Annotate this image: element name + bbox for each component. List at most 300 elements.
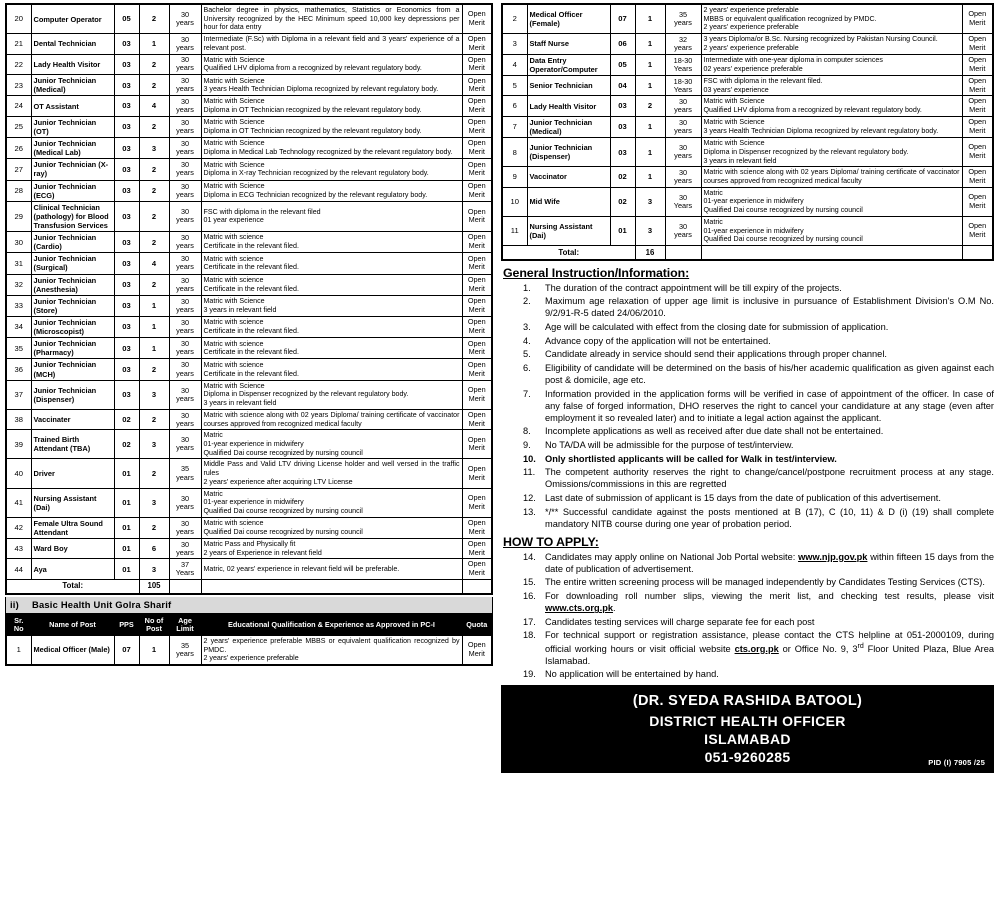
cell-no-of-post: 3 bbox=[139, 430, 169, 459]
cell-age-limit: 30 years bbox=[169, 295, 201, 316]
cell-age-limit: 30 years bbox=[169, 116, 201, 137]
cell-age-limit: 30 years bbox=[169, 96, 201, 117]
table-row bbox=[6, 559, 492, 580]
cell-no-of-post: 1 bbox=[635, 75, 665, 96]
apply-number: 15. bbox=[523, 577, 536, 588]
table-row bbox=[6, 138, 492, 159]
cell-education bbox=[201, 253, 462, 274]
table-row bbox=[6, 635, 492, 665]
education-line: Qualified Dai course recognized by nursing council bbox=[203, 527, 363, 536]
cell-post-name: Vaccinater bbox=[31, 409, 114, 430]
education-line: Matric with Science bbox=[203, 160, 265, 169]
education-line: 01-year experience in midwifery bbox=[703, 226, 804, 235]
cell-post-name: Junior Technician (Dispenser) bbox=[527, 138, 610, 167]
cell-education bbox=[701, 216, 962, 245]
education-line: Matric with Science bbox=[203, 381, 265, 390]
cell-quota: Open Merit bbox=[962, 216, 993, 245]
cell-age-limit: 30 years bbox=[169, 338, 201, 359]
cell-education bbox=[701, 187, 962, 216]
instruction-text: Last date of submission of applicant is 15 days from the date of publication of this advertisement. bbox=[545, 492, 941, 503]
cell-age-limit: 30 years bbox=[169, 54, 201, 75]
cell-pps: 07 bbox=[114, 635, 139, 665]
education-line: 3 years Health Technician Diploma recognized by relevant regulatory body. bbox=[703, 126, 939, 135]
cell-no-of-post: 6 bbox=[139, 538, 169, 559]
table-row bbox=[6, 295, 492, 316]
officer-title: DISTRICT HEALTH OFFICER bbox=[649, 712, 846, 729]
education-line: Matric with Science bbox=[203, 55, 265, 64]
apply-item bbox=[501, 629, 994, 666]
cell-no-of-post: 1 bbox=[139, 635, 169, 665]
cell-quota: Open Merit bbox=[962, 54, 993, 75]
cell-sr-no: 34 bbox=[6, 316, 31, 337]
cell-no-of-post: 3 bbox=[635, 187, 665, 216]
cell-pps: 03 bbox=[114, 253, 139, 274]
instruction-number: 12. bbox=[523, 492, 536, 503]
table-row bbox=[6, 274, 492, 295]
cell-education bbox=[201, 338, 462, 359]
education-line: Diploma in OT Technician recognized by the relevant regulatory body. bbox=[203, 126, 422, 135]
table-row bbox=[6, 338, 492, 359]
instruction-number: 9. bbox=[523, 439, 531, 450]
cell-education bbox=[201, 488, 462, 517]
cell-no-of-post: 2 bbox=[139, 232, 169, 253]
cell-age-limit: 30 years bbox=[169, 253, 201, 274]
instruction-text: Age will be calculated with effect from the closing date for submission of application. bbox=[545, 321, 889, 332]
cell-quota: Open Merit bbox=[462, 295, 492, 316]
education-line: 2 years' experience preferable bbox=[703, 43, 799, 52]
cell-quota: Open Merit bbox=[462, 75, 492, 96]
apply-text: No application will be entertained by hand. bbox=[545, 669, 719, 680]
education-line: Intermediate with one-year diploma in computer sciences bbox=[703, 56, 883, 65]
col-header-post: Name of Post bbox=[31, 614, 114, 635]
cell-education bbox=[701, 4, 962, 34]
cell-education bbox=[201, 295, 462, 316]
instruction-item bbox=[501, 348, 994, 360]
cell-pps: 03 bbox=[114, 380, 139, 409]
cell-pps: 05 bbox=[610, 54, 635, 75]
cell-education bbox=[201, 96, 462, 117]
instruction-item bbox=[501, 321, 994, 333]
apply-text: The entire written screening process will be managed independently by Candidates Testing Services (CTS). bbox=[545, 577, 985, 588]
cell-age-limit: 30 Years bbox=[665, 187, 701, 216]
instruction-number: 4. bbox=[523, 335, 531, 346]
cell-sr-no: 41 bbox=[6, 488, 31, 517]
cell-education bbox=[701, 34, 962, 55]
cell-post-name: Lady Health Visitor bbox=[31, 54, 114, 75]
cell-no-of-post: 2 bbox=[139, 201, 169, 231]
cell-post-name: Junior Technician (Microscopist) bbox=[31, 316, 114, 337]
cell-sr-no: 44 bbox=[6, 559, 31, 580]
cell-age-limit: 35 years bbox=[169, 459, 201, 488]
instruction-item bbox=[501, 362, 994, 386]
instruction-number: 11. bbox=[523, 467, 536, 478]
cell-post-name: Junior Technician (Store) bbox=[31, 295, 114, 316]
cell-pps: 02 bbox=[114, 409, 139, 430]
apply-number: 18. bbox=[523, 630, 536, 641]
education-line: Matric with science bbox=[203, 519, 264, 528]
education-line: 03 years' experience bbox=[703, 85, 769, 94]
cell-education bbox=[201, 54, 462, 75]
cell-sr-no: 9 bbox=[502, 167, 527, 188]
cell-sr-no: 10 bbox=[502, 187, 527, 216]
table-row bbox=[6, 232, 492, 253]
cell-post-name: Vaccinator bbox=[527, 167, 610, 188]
cell-quota: Open Merit bbox=[962, 187, 993, 216]
table-row bbox=[6, 409, 492, 430]
cell-sr-no: 28 bbox=[6, 180, 31, 201]
cell-no-of-post: 2 bbox=[139, 4, 169, 34]
cell-quota: Open Merit bbox=[462, 138, 492, 159]
education-line: FSC with diploma in the relevant filed. bbox=[703, 76, 823, 85]
cell-age-limit: 30 years bbox=[169, 138, 201, 159]
cell-sr-no: 29 bbox=[6, 201, 31, 231]
external-link[interactable]: www.cts.org.pk bbox=[545, 603, 614, 614]
education-line: 01-year experience in midwifery bbox=[203, 498, 304, 507]
cell-sr-no: 25 bbox=[6, 116, 31, 137]
cell-sr-no: 22 bbox=[6, 54, 31, 75]
cell-quota: Open Merit bbox=[962, 34, 993, 55]
how-to-apply-heading: HOW TO APPLY: bbox=[503, 534, 599, 549]
cell-no-of-post: 2 bbox=[139, 116, 169, 137]
education-line: Diploma in X-ray Technician recognized by the relevant regulatory body. bbox=[203, 169, 429, 178]
cell-pps: 03 bbox=[114, 338, 139, 359]
cell-quota: Open Merit bbox=[462, 180, 492, 201]
education-line: 3 years in relevant field bbox=[203, 399, 277, 408]
cell-no-of-post: 1 bbox=[635, 34, 665, 55]
cell-education bbox=[201, 159, 462, 180]
education-line: Certificate in the relevant filed. bbox=[203, 327, 299, 336]
cell-quota: Open Merit bbox=[962, 167, 993, 188]
cell-age-limit: 18-30 Years bbox=[665, 75, 701, 96]
table-row bbox=[6, 316, 492, 337]
cell-age-limit: 30 years bbox=[169, 359, 201, 380]
total-edu-cell bbox=[201, 579, 462, 593]
cell-post-name: Junior Technician (Medical) bbox=[527, 116, 610, 137]
instruction-item bbox=[501, 466, 994, 490]
cell-pps: 03 bbox=[114, 34, 139, 55]
education-line: MBBS or equivalent qualification recognized by PMDC. bbox=[703, 14, 877, 23]
cell-post-name: Ward Boy bbox=[31, 538, 114, 559]
cell-sr-no: 37 bbox=[6, 380, 31, 409]
cell-education bbox=[201, 380, 462, 409]
instruction-text: The duration of the contract appointment will be till expiry of the projects. bbox=[545, 282, 842, 293]
col-header-age: Age Limit bbox=[169, 614, 201, 635]
instruction-text: Maximum age relaxation of upper age limit is inclusive in pursuance of Establishment Division's O.M No. 9/2/91-R-5 dated 24/06/2010. bbox=[545, 296, 994, 319]
apply-text: For downloading roll number slips, viewing the merit list, and checking test results, please visit www.cts.org.pk. bbox=[545, 591, 994, 614]
cell-post-name: Junior Technician (Dispenser) bbox=[31, 380, 114, 409]
education-line: Matric with Science bbox=[203, 118, 265, 127]
table-row bbox=[6, 430, 492, 459]
education-line: Matric bbox=[703, 188, 723, 197]
cell-no-of-post: 1 bbox=[139, 34, 169, 55]
cell-no-of-post: 1 bbox=[635, 138, 665, 167]
cell-age-limit: 30 years bbox=[169, 430, 201, 459]
cell-sr-no: 30 bbox=[6, 232, 31, 253]
cell-age-limit: 30 years bbox=[665, 138, 701, 167]
instruction-item bbox=[501, 388, 994, 424]
apply-number: 14. bbox=[523, 551, 536, 562]
cell-education bbox=[201, 538, 462, 559]
cell-age-limit: 30 years bbox=[169, 274, 201, 295]
education-line: Diploma in OT Technician recognized by the relevant regulatory body. bbox=[203, 106, 422, 115]
jobs-table-left bbox=[5, 3, 493, 595]
cell-post-name: Dental Technician bbox=[31, 34, 114, 55]
table-row bbox=[6, 75, 492, 96]
table-row bbox=[6, 201, 492, 231]
cell-quota: Open Merit bbox=[462, 54, 492, 75]
cell-post-name: Medical Officer (Female) bbox=[527, 4, 610, 34]
table-row bbox=[6, 253, 492, 274]
cell-post-name: Junior Technician (Cardio) bbox=[31, 232, 114, 253]
instruction-text: Candidate already in service should send their applications through proper channel. bbox=[545, 349, 887, 360]
education-line: 3 years Health Technician Diploma recognized by relevant regulatory body. bbox=[203, 85, 439, 94]
cell-post-name: OT Assistant bbox=[31, 96, 114, 117]
external-link[interactable]: cts.org.pk bbox=[734, 643, 779, 654]
section-title-bhu-golra bbox=[5, 597, 493, 614]
cell-quota: Open Merit bbox=[462, 159, 492, 180]
cell-pps: 07 bbox=[610, 4, 635, 34]
cell-pps: 01 bbox=[114, 538, 139, 559]
cell-no-of-post: 1 bbox=[139, 338, 169, 359]
right-column bbox=[497, 0, 1000, 912]
education-line: Matric with Science bbox=[203, 181, 265, 190]
cell-post-name: Female Ultra Sound Attendant bbox=[31, 517, 114, 538]
instruction-item bbox=[501, 335, 994, 347]
apply-item bbox=[501, 576, 994, 588]
education-line: 01 year experience bbox=[203, 216, 264, 225]
cell-education bbox=[701, 54, 962, 75]
instruction-text: */** Successful candidate against the posts mentioned at B (17), C (10, 11) & D (i) (19) shall complete mandatory NITB course during one year of probation period. bbox=[545, 506, 994, 529]
cell-education bbox=[701, 75, 962, 96]
instruction-text: Eligibility of candidate will be determined on the basis of his/her academic qualification as given against each post & domicile, age etc. bbox=[545, 362, 994, 385]
instruction-number: 5. bbox=[523, 349, 531, 360]
table-row bbox=[502, 34, 993, 55]
cell-pps: 03 bbox=[114, 201, 139, 231]
cell-quota: Open Merit bbox=[462, 488, 492, 517]
cell-post-name: Junior Technician (Anesthesia) bbox=[31, 274, 114, 295]
cell-age-limit: 30 years bbox=[665, 216, 701, 245]
table-row bbox=[502, 216, 993, 245]
instruction-item bbox=[501, 295, 994, 319]
education-line: Matric with science along with 02 years Diploma/ training certificate of vaccinator courses approved from recognized medical faculty bbox=[203, 410, 460, 428]
cell-no-of-post: 2 bbox=[139, 54, 169, 75]
cell-age-limit: 35 years bbox=[665, 4, 701, 34]
cell-no-of-post: 1 bbox=[635, 4, 665, 34]
table-row bbox=[6, 54, 492, 75]
education-line: Qualified Dai course recognized by nursing council bbox=[703, 235, 863, 244]
how-to-apply-list bbox=[501, 551, 994, 681]
cell-pps: 03 bbox=[610, 138, 635, 167]
cell-no-of-post: 2 bbox=[139, 75, 169, 96]
cell-no-of-post: 2 bbox=[139, 159, 169, 180]
cell-education bbox=[201, 459, 462, 488]
officer-phone: 051-9260285 bbox=[704, 749, 791, 766]
cell-sr-no: 42 bbox=[6, 517, 31, 538]
cell-pps: 03 bbox=[114, 359, 139, 380]
cell-quota: Open Merit bbox=[462, 96, 492, 117]
cell-pps: 01 bbox=[114, 459, 139, 488]
cell-pps: 01 bbox=[610, 216, 635, 245]
instruction-text: The competent authority reserves the right to change/cancel/postpone recruitment process at any stage. Omissions/commissions in this are regretted bbox=[545, 467, 994, 490]
cell-post-name: Nursing Assistant (Dai) bbox=[31, 488, 114, 517]
cell-post-name: Aya bbox=[31, 559, 114, 580]
cell-pps: 03 bbox=[114, 232, 139, 253]
cell-post-name: Driver bbox=[31, 459, 114, 488]
table-row bbox=[502, 54, 993, 75]
left-column bbox=[0, 0, 497, 912]
section-title-text: Basic Health Unit Golra Sharif bbox=[32, 599, 172, 611]
education-line: Matric Pass and Physically fit bbox=[203, 539, 296, 548]
cell-post-name: Junior Technician (OT) bbox=[31, 116, 114, 137]
cell-no-of-post: 2 bbox=[139, 459, 169, 488]
education-line: Qualified LHV diploma from a recognized by relevant regulatory body. bbox=[703, 106, 922, 115]
instruction-text: Only shortlisted applicants will be called for Walk in test/interview. bbox=[545, 453, 837, 464]
cell-no-of-post: 3 bbox=[139, 380, 169, 409]
cell-age-limit: 30 years bbox=[169, 232, 201, 253]
education-line: Certificate in the relevant filed. bbox=[203, 263, 299, 272]
education-line: Matric with science bbox=[203, 318, 264, 327]
cell-pps: 01 bbox=[114, 517, 139, 538]
table-row bbox=[502, 138, 993, 167]
cell-post-name: Junior Technician (Medical Lab) bbox=[31, 138, 114, 159]
apply-item bbox=[501, 590, 994, 614]
cell-age-limit: 30 years bbox=[169, 316, 201, 337]
education-line: 2 years' experience preferable bbox=[703, 23, 799, 32]
education-line: Matric with science bbox=[203, 233, 264, 242]
instruction-number: 7. bbox=[523, 388, 531, 399]
cell-age-limit: 30 years bbox=[169, 201, 201, 231]
instruction-item bbox=[501, 439, 994, 451]
cell-pps: 06 bbox=[610, 34, 635, 55]
education-line: Matric with science bbox=[203, 339, 264, 348]
education-line: Matric with Science bbox=[703, 97, 765, 106]
cell-sr-no: 21 bbox=[6, 34, 31, 55]
education-line: Matric with Science bbox=[703, 139, 765, 148]
education-line: 02 years' experience preferable bbox=[703, 64, 803, 73]
signature-block bbox=[501, 685, 994, 773]
instruction-text: Information provided in the application forms will be verified in case of appointment of the officer. In case of any false of forged information, DHO reserves the right to cancel your candidature at any stage (even after employment it so revealed later) and to initiate a legal action against the applicant. bbox=[545, 388, 994, 423]
cell-age-limit: 30 years bbox=[169, 34, 201, 55]
cell-education bbox=[201, 138, 462, 159]
general-instruction-list bbox=[501, 282, 994, 530]
cell-post-name: Nursing Assistant (Dai) bbox=[527, 216, 610, 245]
cell-education bbox=[201, 517, 462, 538]
cell-quota: Open Merit bbox=[462, 201, 492, 231]
education-line: Middle Pass and Valid LTV driving License holder and well versed in the traffic rules bbox=[203, 460, 460, 478]
education-line: Qualified Dai course recognized by nursing council bbox=[703, 206, 863, 215]
cell-no-of-post: 3 bbox=[635, 216, 665, 245]
cell-pps: 03 bbox=[114, 274, 139, 295]
cell-education bbox=[201, 359, 462, 380]
education-line: Matric with science bbox=[203, 275, 264, 284]
apply-text: Candidates testing services will charge separate fee for each post bbox=[545, 616, 815, 627]
cell-age-limit: 30 years bbox=[169, 517, 201, 538]
table-row bbox=[502, 96, 993, 117]
education-line: 2 years of Experience in relevant field bbox=[203, 548, 322, 557]
education-line: Certificate in the relevant filed. bbox=[203, 369, 299, 378]
instruction-number: 2. bbox=[523, 296, 531, 307]
education-line: Diploma in ECG Technician recognized by the relevant regulatory body. bbox=[203, 190, 428, 199]
table-row bbox=[6, 380, 492, 409]
cell-age-limit: 18-30 Years bbox=[665, 54, 701, 75]
instruction-text: Incomplete applications as well as received after due date shall not be entertained. bbox=[545, 426, 884, 437]
cell-education bbox=[201, 116, 462, 137]
cell-education bbox=[201, 4, 462, 34]
cell-post-name: Junior Technician (ECG) bbox=[31, 180, 114, 201]
total-label-cell: Total: bbox=[6, 579, 139, 593]
cell-age-limit: 30 years bbox=[169, 538, 201, 559]
cell-quota: Open Merit bbox=[462, 559, 492, 580]
education-line: Matric with Science bbox=[203, 97, 265, 106]
cell-no-of-post: 3 bbox=[139, 559, 169, 580]
pid-number: PID (I) 7905 /25 bbox=[928, 757, 985, 767]
instruction-item bbox=[501, 492, 994, 504]
table-row bbox=[502, 75, 993, 96]
education-line: Matric with science bbox=[203, 360, 264, 369]
external-link[interactable]: www.njp.gov.pk bbox=[798, 551, 868, 562]
cell-sr-no: 3 bbox=[502, 34, 527, 55]
cell-post-name: Lady Health Visitor bbox=[527, 96, 610, 117]
cell-post-name: Junior Technician (Pharmacy) bbox=[31, 338, 114, 359]
col-header-posts: No of Post bbox=[139, 614, 169, 635]
apply-item bbox=[501, 668, 994, 680]
cell-post-name: Junior Technician (Surgical) bbox=[31, 253, 114, 274]
col-header-pps: PPS bbox=[114, 614, 139, 635]
education-line: 2 years' experience after acquiring LTV License bbox=[203, 477, 353, 486]
cell-education bbox=[201, 232, 462, 253]
cell-no-of-post: 2 bbox=[139, 409, 169, 430]
education-line: Qualified Dai course recognized by nursing council bbox=[203, 448, 363, 457]
total-age-cell bbox=[169, 579, 201, 593]
table-row bbox=[6, 159, 492, 180]
cell-no-of-post: 2 bbox=[139, 359, 169, 380]
education-line: Matric with science along with 02 years Diploma/ training certificate of vaccinator courses approved from recognized medical faculty bbox=[703, 168, 960, 185]
cell-quota: Open Merit bbox=[462, 4, 492, 34]
education-line: Intermediate (F.Sc) with Diploma in a relevant field and 3 years' experience of a relevant post. bbox=[203, 35, 460, 52]
cell-quota: Open Merit bbox=[462, 338, 492, 359]
cell-sr-no: 5 bbox=[502, 75, 527, 96]
cell-pps: 03 bbox=[114, 159, 139, 180]
instruction-text: Advance copy of the application will not be entertained. bbox=[545, 335, 771, 346]
cell-post-name: Junior Technician (X-ray) bbox=[31, 159, 114, 180]
cell-education bbox=[201, 559, 462, 580]
table-row-total-left bbox=[6, 579, 492, 593]
education-line: Bachelor degree in physics, mathematics, Statistics or Economics from a University recognized by the HEC Minimum speed 10,000 key depressions per hour for data entry bbox=[203, 6, 460, 32]
cell-age-limit: 30 years bbox=[169, 380, 201, 409]
cell-pps: 03 bbox=[114, 54, 139, 75]
cell-post-name: Clinical Technician (pathology) for Blood Transfusion Services bbox=[31, 201, 114, 231]
cell-post-name: Computer Operator bbox=[31, 4, 114, 34]
jobs-table-right bbox=[501, 3, 994, 261]
cell-education bbox=[201, 635, 462, 665]
cell-sr-no: 27 bbox=[6, 159, 31, 180]
cell-age-limit: 30 years bbox=[665, 167, 701, 188]
table-row bbox=[6, 459, 492, 488]
cell-quota: Open Merit bbox=[462, 253, 492, 274]
education-line: Certificate in the relevant filed. bbox=[203, 242, 299, 251]
instruction-number: 10. bbox=[523, 453, 536, 464]
cell-sr-no: 26 bbox=[6, 138, 31, 159]
cell-education bbox=[701, 116, 962, 137]
cell-sr-no: 6 bbox=[502, 96, 527, 117]
cell-sr-no: 4 bbox=[502, 54, 527, 75]
cell-quota: Open Merit bbox=[962, 116, 993, 137]
apply-item bbox=[501, 551, 994, 575]
cell-sr-no: 2 bbox=[502, 4, 527, 34]
cell-post-name: Trained Birth Attendant (TBA) bbox=[31, 430, 114, 459]
cell-pps: 01 bbox=[114, 488, 139, 517]
table-row bbox=[6, 116, 492, 137]
